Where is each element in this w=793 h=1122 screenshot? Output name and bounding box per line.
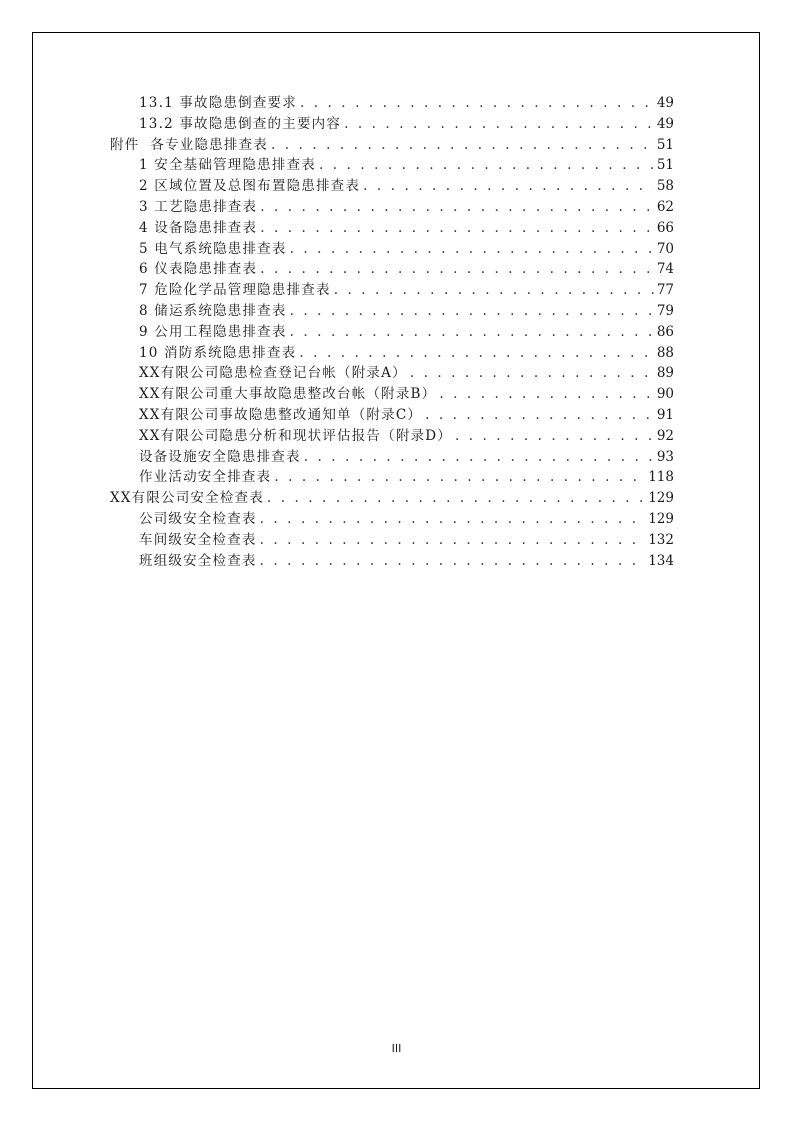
toc-entry[interactable] xyxy=(110,507,674,528)
toc-entry-label: 10 消防系统隐患排查表 xyxy=(139,344,297,361)
toc-entry[interactable] xyxy=(110,465,674,486)
toc-page-number: 49 xyxy=(656,95,674,111)
toc-entry-label: 设备设施安全隐患排查表 xyxy=(139,448,301,465)
toc-entry[interactable] xyxy=(110,91,674,112)
toc-page-number: 92 xyxy=(656,427,674,444)
toc-entry-label: 附件 各专业隐患排查表 xyxy=(110,136,268,153)
toc-entry-label: 13.1 事故隐患倒查要求 xyxy=(139,95,297,111)
toc-page-number: 77 xyxy=(656,282,674,299)
toc-entry[interactable] xyxy=(110,174,674,195)
toc-page-number: 51 xyxy=(656,157,674,174)
toc-dot-leader xyxy=(334,282,654,298)
toc-entry-label: XX有限公司重大事故隐患整改台帐（附录B） xyxy=(139,386,437,403)
toc-entry-label: 8 储运系统隐患排查表 xyxy=(139,302,287,319)
toc-entry-label: 3 工艺隐患排查表 xyxy=(139,198,258,215)
toc-page-number: 86 xyxy=(656,323,674,340)
toc-entry-label: 2 区域位置及总图布置隐患排查表 xyxy=(139,178,361,195)
toc-dot-leader xyxy=(300,95,654,111)
toc-page-number: 70 xyxy=(656,240,674,257)
toc-entry[interactable] xyxy=(110,445,674,466)
toc-entry[interactable] xyxy=(110,382,674,403)
toc-entry[interactable] xyxy=(110,153,674,174)
toc-entry[interactable] xyxy=(110,486,674,507)
toc-page-number: 134 xyxy=(648,552,674,569)
toc-entry[interactable] xyxy=(110,237,674,258)
toc-dot-leader xyxy=(363,178,654,194)
page-number: III xyxy=(391,1042,402,1055)
toc-entry[interactable] xyxy=(110,424,674,445)
toc-page-number: 88 xyxy=(656,344,674,361)
toc-entry-label: XX有限公司事故隐患整改通知单（附录C） xyxy=(139,406,423,423)
toc-entry[interactable] xyxy=(110,278,674,299)
toc-entry-label: 6 仪表隐患排查表 xyxy=(139,261,258,278)
toc-entry-label: 9 公用工程隐患排查表 xyxy=(139,323,287,340)
toc-page-number: 51 xyxy=(656,136,674,153)
toc-page-number: 129 xyxy=(648,490,674,507)
toc-entry-label: 13.2 事故隐患倒查的主要内容 xyxy=(139,115,342,132)
toc-dot-leader xyxy=(290,303,654,319)
toc-page-number: 66 xyxy=(656,219,674,236)
toc-page-number: 49 xyxy=(656,115,674,132)
toc-dot-leader xyxy=(260,511,646,527)
toc-dot-leader xyxy=(425,407,654,423)
toc-page-number: 91 xyxy=(656,406,674,423)
toc-page-number: 132 xyxy=(648,531,674,548)
toc-dot-leader xyxy=(274,469,645,485)
toc-entry-label: 车间级安全检查表 xyxy=(139,531,257,548)
toc-dot-leader xyxy=(410,365,654,381)
toc-page-number: 129 xyxy=(648,510,674,527)
toc-entry[interactable] xyxy=(110,528,674,549)
toc-entry-label: XX有限公司隐患检查登记台帐（附录A） xyxy=(139,365,407,382)
toc-entry[interactable] xyxy=(110,112,674,133)
toc-entry-label: 班组级安全检查表 xyxy=(139,552,257,569)
toc-dot-leader xyxy=(260,199,654,215)
toc-entry[interactable] xyxy=(110,299,674,320)
toc-entry-label: 1 安全基础管理隐患排查表 xyxy=(139,157,316,174)
toc-entry-label: 7 危险化学品管理隐患排查表 xyxy=(139,282,331,299)
toc-page-number: 118 xyxy=(648,469,674,486)
toc-entry[interactable] xyxy=(110,320,674,341)
toc-entry-label: XX有限公司安全检查表 xyxy=(110,490,264,507)
toc-page-number: 74 xyxy=(656,261,674,278)
toc-dot-leader xyxy=(439,386,653,402)
toc-entry-label: 4 设备隐患排查表 xyxy=(139,219,258,236)
toc-entry-label: 作业活动安全排查表 xyxy=(139,469,272,486)
toc-entry[interactable] xyxy=(110,549,674,570)
toc-entry[interactable] xyxy=(110,361,674,382)
toc-dot-leader xyxy=(344,116,654,132)
toc-dot-leader xyxy=(455,428,654,444)
table-of-contents xyxy=(110,91,674,569)
toc-page-number: 90 xyxy=(656,386,674,403)
toc-page-number: 89 xyxy=(656,365,674,382)
toc-entry[interactable] xyxy=(110,341,674,362)
toc-dot-leader xyxy=(271,137,654,153)
toc-page-number: 79 xyxy=(656,302,674,319)
toc-dot-leader xyxy=(260,532,646,548)
toc-entry[interactable] xyxy=(110,133,674,154)
toc-dot-leader xyxy=(290,324,654,340)
toc-dot-leader xyxy=(260,261,654,277)
toc-dot-leader xyxy=(260,220,654,236)
toc-entry[interactable] xyxy=(110,257,674,278)
toc-page-number: 93 xyxy=(656,448,674,465)
toc-entry[interactable] xyxy=(110,216,674,237)
toc-entry-label: 公司级安全检查表 xyxy=(139,510,257,527)
toc-dot-leader xyxy=(304,449,654,465)
toc-dot-leader xyxy=(290,241,654,257)
toc-page-number: 58 xyxy=(656,178,674,195)
toc-dot-leader xyxy=(267,490,645,506)
toc-entry[interactable] xyxy=(110,403,674,424)
toc-entry-label: 5 电气系统隐患排查表 xyxy=(139,240,287,257)
toc-dot-leader xyxy=(260,553,646,569)
toc-dot-leader xyxy=(299,345,653,361)
toc-entry[interactable] xyxy=(110,195,674,216)
toc-page-number: 62 xyxy=(656,198,674,215)
toc-dot-leader xyxy=(319,157,654,173)
toc-entry-label: XX有限公司隐患分析和现状评估报告（附录D） xyxy=(139,427,452,444)
